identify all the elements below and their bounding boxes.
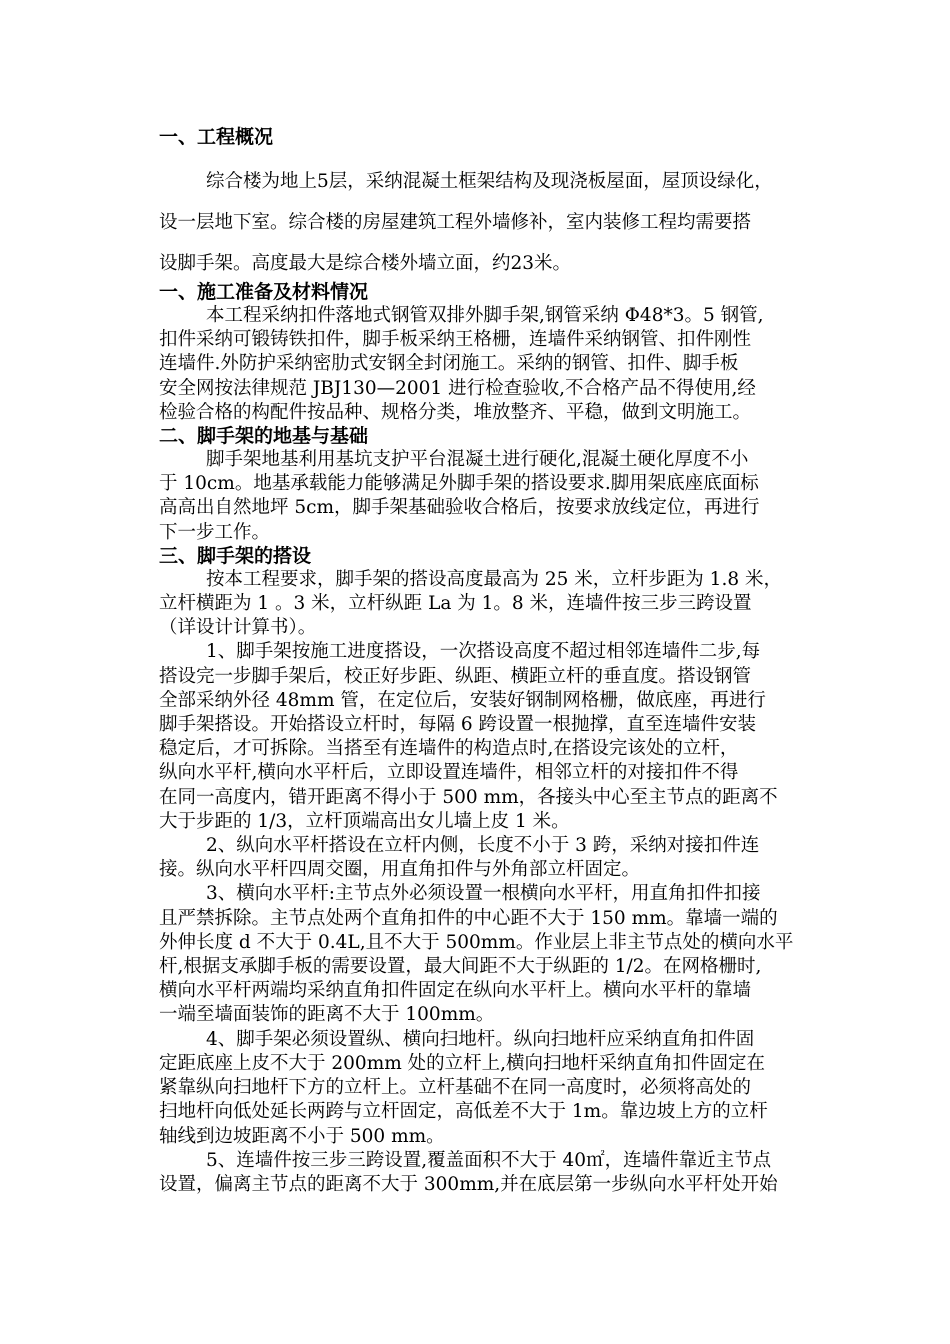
text-line: 接。纵向水平杆四周交圈，用直角扣件与外角部立杆固定。 bbox=[159, 859, 641, 881]
text-line: 且严禁拆除。主节点处两个直角扣件的中心距不大于 150 mm。靠墙一端的 bbox=[159, 907, 778, 929]
text-line: 外伸长度 d 不大于 0.4L,且不大于 500mm。作业层上非主节点处的横向水平 bbox=[159, 931, 794, 953]
text-line: 3、横向水平杆:主节点外必须设置一根横向水平杆，用直角扣件扣接 bbox=[206, 883, 761, 905]
text-line: 轴线到边坡距离不小于 500 mm。 bbox=[159, 1125, 445, 1147]
text-line: 2、纵向水平杆搭设在立杆内侧，长度不小于 3 跨，采纳对接扣件连 bbox=[206, 835, 760, 857]
section-heading-erection: 三、脚手架的搭设 bbox=[159, 544, 312, 567]
text-line: 在同一高度内，错开距离不得小于 500 mm，各接头中心至主节点的距离不 bbox=[159, 786, 778, 808]
text-line: 定距底座上皮不大于 200mm 处的立杆上,横向扫地杆采纳直角扣件固定在 bbox=[159, 1052, 766, 1074]
text-line: 一端至墙面装饰的距离不大于 100mm。 bbox=[159, 1004, 495, 1026]
paragraph-foundation bbox=[112, 448, 840, 545]
text-line: 检验合格的构配件按品种、规格分类，堆放整齐、平稳，做到文明施工。 bbox=[159, 401, 752, 423]
text-line: 设置，偏离主节点的距离不大于 300mm,并在底层第一步纵向水平杆处开始 bbox=[159, 1173, 778, 1195]
text-line: 设一层地下室。综合楼的房屋建筑工程外墙修补，室内装修工程均需要搭 bbox=[159, 212, 752, 233]
section-heading-preparation: 一、施工准备及材料情况 bbox=[159, 281, 369, 303]
text-line: 横向水平杆两端均采纳直角扣件固定在纵向水平杆上。横向水平杆的靠墙 bbox=[159, 980, 752, 1002]
paragraph-erection-item-5 bbox=[112, 1149, 840, 1197]
paragraph-erection-item-3 bbox=[112, 882, 840, 1027]
text-line: 脚手架搭设。开始搭设立杆时，每隔 6 跨设置一根抛撑，直至连墙件安装 bbox=[159, 714, 757, 736]
section-heading-overview: 一、工程概况 bbox=[159, 126, 274, 148]
text-line: 紧靠纵向扫地杆下方的立杆上。立杆基础不在同一高度时，必须将高处的 bbox=[159, 1077, 752, 1099]
text-line: 高高出自然地坪 5cm，脚手架基础验收合格后，按要求放线定位，再进行 bbox=[159, 497, 760, 519]
text-line: 杆,根据支承脚手板的需要设置，最大间距不大于纵距的 1/2。在网格栅时, bbox=[159, 956, 762, 978]
section-heading-foundation: 二、脚手架的地基与基础 bbox=[159, 425, 369, 448]
paragraph-erection-item-4 bbox=[112, 1028, 840, 1149]
text-line: 脚手架地基利用基坑支护平台混凝土进行硬化,混凝土硬化厚度不小 bbox=[206, 449, 749, 471]
paragraph-erection-item-1 bbox=[112, 640, 840, 834]
text-line: 搭设完一步脚手架后，校正好步距、纵距、横距立杆的垂直度。搭设钢管 bbox=[159, 665, 752, 687]
text-line: 下一步工作。 bbox=[159, 521, 271, 543]
paragraph-preparation bbox=[112, 304, 840, 425]
text-line: 连墙件.外防护采纳密肋式安钢全封闭施工。采纳的钢管、扣件、脚手板 bbox=[159, 353, 739, 375]
paragraph-erection-intro bbox=[112, 568, 840, 641]
text-line: 综合楼为地上5层，采纳混凝土框架结构及现浇板屋面，屋顶设绿化， bbox=[206, 171, 773, 192]
text-line: 4、脚手架必须设置纵、横向扫地杆。纵向扫地杆应采纳直角扣件固 bbox=[206, 1028, 755, 1050]
paragraph-overview bbox=[112, 161, 840, 284]
document-page bbox=[112, 126, 840, 1197]
text-line: 本工程采纳扣件落地式钢管双排外脚手架,钢管采纳 Φ48*3。5 钢管, bbox=[206, 305, 764, 326]
text-line: 立杆横距为 1 。3 米，立杆纵距 La 为 1。8 米，连墙件按三步三跨设置 bbox=[159, 593, 752, 615]
text-line: 稳定后，才可拆除。当搭至有连墙件的构造点时,在搭设完该处的立杆， bbox=[159, 738, 739, 760]
text-line: 全部采纳外径 48mm 管，在定位后，安装好钢制网格栅，做底座，再进行 bbox=[159, 689, 766, 711]
text-line: 5、连墙件按三步三跨设置,覆盖面积不大于 40㎡，连墙件靠近主节点 bbox=[206, 1149, 772, 1171]
text-line: 1、脚手架按施工进度搭设，一次搭设高度不超过相邻连墙件二步,每 bbox=[206, 641, 761, 663]
text-line: 按本工程要求，脚手架的搭设高度最高为 25 米，立杆步距为 1.8 米， bbox=[206, 568, 782, 590]
text-line: 大于步距的 1/3，立杆顶端高出女儿墙上皮 1 米。 bbox=[159, 810, 570, 832]
text-line: 设脚手架。高度最大是综合楼外墙立面，约23米。 bbox=[159, 253, 572, 274]
paragraph-erection-item-2 bbox=[112, 834, 840, 882]
text-line: 于 10cm。地基承载能力能够满足外脚手架的搭设要求.脚用架底座底面标 bbox=[159, 473, 759, 495]
text-line: 安全网按法律规范 JBJ130—2001 进行检查验收,不合格产品不得使用,经 bbox=[159, 377, 756, 399]
text-line: 扫地杆向低处延长两跨与立杆固定，高低差不大于 1m。靠边坡上方的立杆 bbox=[159, 1101, 768, 1123]
text-line: （详设计计算书）。 bbox=[159, 617, 317, 639]
text-line: 纵向水平杆,横向水平杆后，立即设置连墙件，相邻立杆的对接扣件不得 bbox=[159, 762, 739, 784]
text-line: 扣件采纳可锻铸铁扣件，脚手板采纳王格栅，连墙件采纳钢管、扣件刚性 bbox=[159, 329, 752, 351]
